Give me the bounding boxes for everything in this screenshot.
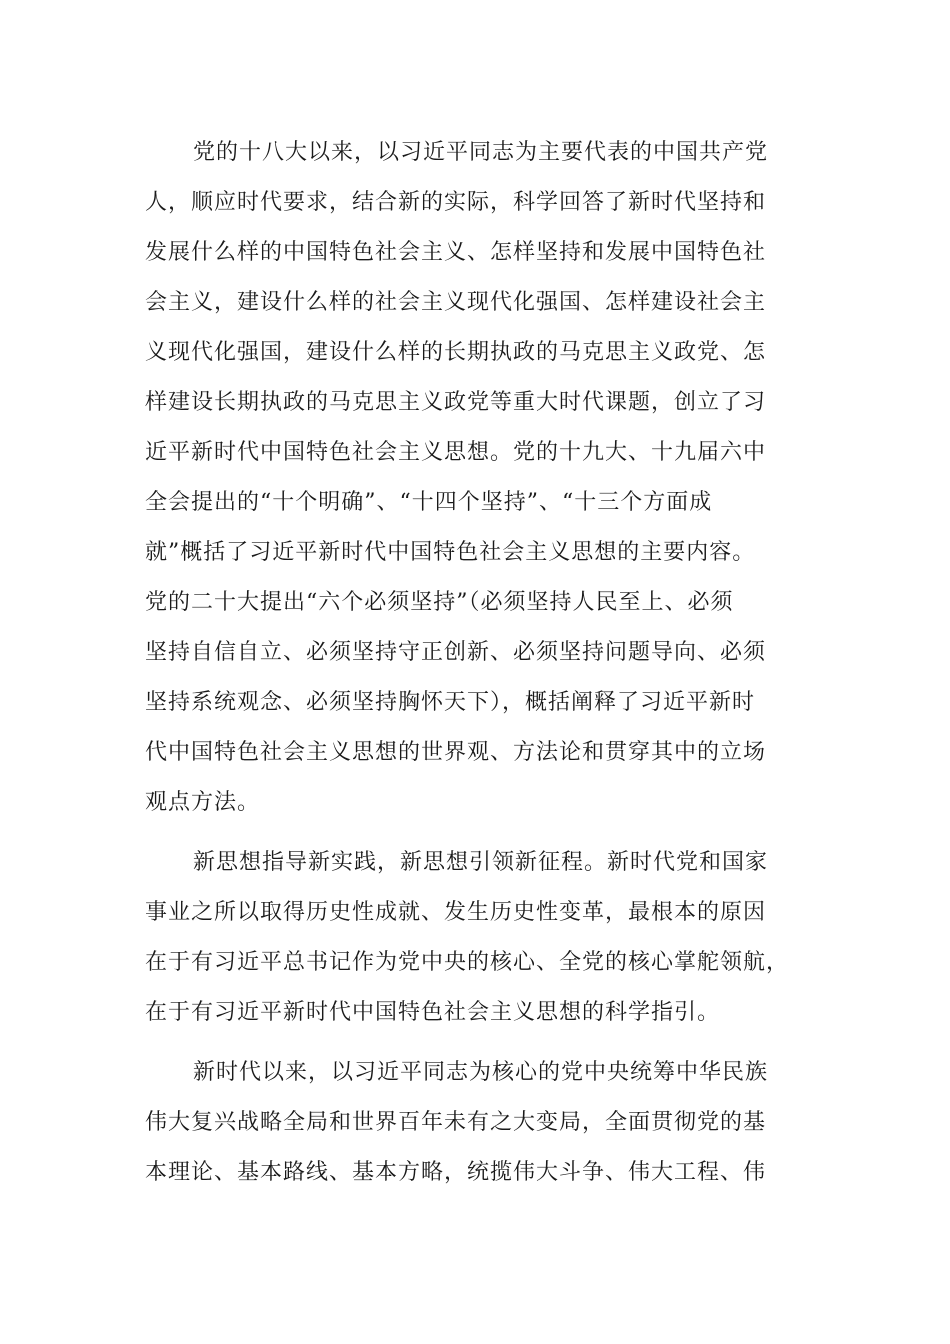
- paragraph-1-line-1: 党的十八大以来，以习近平同志为主要代表的中国共产党: [193, 140, 769, 165]
- paragraph-3-line-3: 本理论、基本路线、基本方略，统揽伟大斗争、伟大工程、伟: [145, 1160, 767, 1185]
- paragraph-2-line-2: 事业之所以取得历史性成就、发生历史性变革，最根本的原因: [145, 900, 767, 925]
- paragraph-1-line-6: 样建设长期执政的马克思主义政党等重大时代课题，创立了习: [145, 390, 767, 415]
- paragraph-1-line-11: 坚持自信自立、必须坚持守正创新、必须坚持问题导向、必须: [145, 640, 767, 665]
- paragraph-1-line-8: 全会提出的“十个明确”、“十四个坚持”、“十三个方面成: [145, 490, 713, 515]
- paragraph-1-line-9: 就”概括了习近平新时代中国特色社会主义思想的主要内容。: [145, 540, 756, 565]
- paragraph-3-line-2: 伟大复兴战略全局和世界百年未有之大变局，全面贯彻党的基: [145, 1110, 767, 1135]
- paragraph-1-line-12: 坚持系统观念、必须坚持胸怀天下），概括阐释了习近平新时: [145, 690, 756, 715]
- paragraph-2-line-1: 新思想指导新实践，新思想引领新征程。新时代党和国家: [193, 850, 769, 875]
- paragraph-1-line-4: 会主义，建设什么样的社会主义现代化强国、怎样建设社会主: [145, 290, 767, 315]
- paragraph-1-line-5: 义现代化强国，建设什么样的长期执政的马克思主义政党、怎: [145, 340, 767, 365]
- paragraph-1-line-2: 人，顺应时代要求，结合新的实际，科学回答了新时代坚持和: [145, 190, 767, 215]
- paragraph-1-line-7: 近平新时代中国特色社会主义思想。党的十九大、十九届六中: [145, 440, 767, 465]
- paragraph-1-line-14: 观点方法。: [145, 790, 261, 815]
- paragraph-2-line-4: 在于有习近平新时代中国特色社会主义思想的科学指引。: [145, 1000, 721, 1025]
- paragraph-1-line-3: 发展什么样的中国特色社会主义、怎样坚持和发展中国特色社: [145, 240, 767, 265]
- paragraph-1-line-13: 代中国特色社会主义思想的世界观、方法论和贯穿其中的立场: [145, 740, 767, 765]
- paragraph-2-line-3: 在于有习近平总书记作为党中央的核心、全党的核心掌舵领航，: [145, 950, 790, 975]
- paragraph-1-line-10: 党的二十大提出“六个必须坚持”（必须坚持人民至上、必须: [145, 590, 734, 615]
- paragraph-3-line-1: 新时代以来，以习近平同志为核心的党中央统筹中华民族: [193, 1060, 769, 1085]
